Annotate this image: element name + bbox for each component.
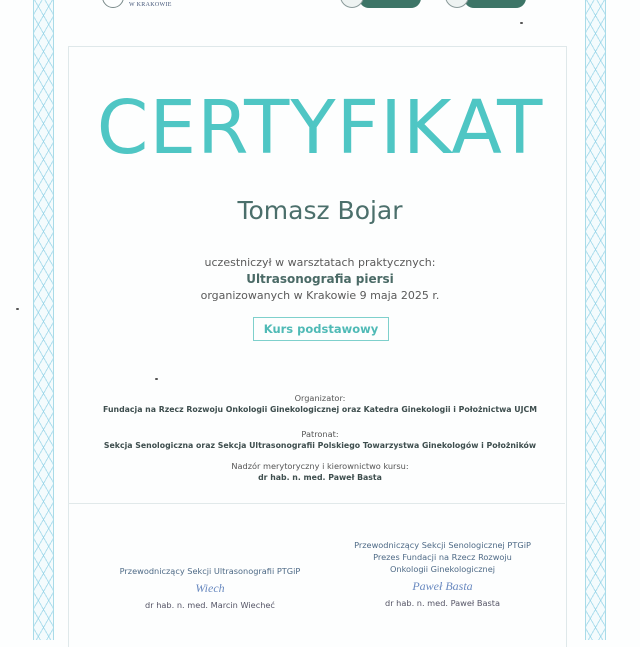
participation-text: uczestniczył w warsztatach praktycznych: [204,256,436,269]
signatory-role: Przewodniczący Sekcji Ultrasonografii PTGiP [119,566,301,576]
handwritten-signature: Wiech [195,581,225,595]
course-level-badge: Kurs podstawowy [253,317,389,341]
logo-row [0,0,640,8]
supervision-label: Nadzór merytoryczny i kierownictwo kursu: [231,461,409,471]
signatory-role-line2: Prezes Fundacji na Rzecz Rozwoju [373,552,512,562]
society-logo-1 [340,0,421,8]
patronage-label: Patronat: [301,429,339,439]
signature-block-left [100,565,320,611]
supervisor-name: dr hab. n. med. Paweł Basta [258,473,382,482]
handwritten-signature: Paweł Basta [412,579,473,593]
society-banner [464,0,526,8]
section-divider [68,503,565,504]
society-seal-icon [445,0,469,8]
signatory-name: dr hab. n. med. Paweł Basta [385,598,500,608]
organizer-text: Fundacja na Rzecz Rozwoju Onkologii Ginekologicznej oraz Katedra Ginekologii i Położnictwa UJCM [103,405,537,414]
signature-block-right [330,539,555,609]
university-logo [102,0,172,8]
organizer-label: Organizator: [294,393,346,403]
society-logo-2 [445,0,526,8]
course-name: Ultrasonografia piersi [246,272,394,286]
university-logo-text: W KRAKOWIE [129,2,172,8]
society-seal-icon [340,0,364,8]
certificate-title: CERTYFIKAT [96,85,544,171]
scan-speck [520,22,523,24]
location-date: organizowanych w Krakowie 9 maja 2025 r. [200,289,440,302]
society-banner [359,0,421,8]
recipient-name: Tomasz Bojar [237,196,403,225]
scan-speck [16,308,19,310]
signatory-name: dr hab. n. med. Marcin Wiecheć [145,600,275,610]
scan-speck [155,378,158,380]
signatory-role-line3: Onkologii Ginekologicznej [389,564,496,574]
patronage-text: Sekcja Senologiczna oraz Sekcja Ultrasonografii Polskiego Towarzystwa Ginekologów i Położników [103,441,537,450]
signatory-role-line1: Przewodniczący Sekcji Senologicznej PTGiP [354,540,531,550]
university-seal-icon [102,0,124,8]
